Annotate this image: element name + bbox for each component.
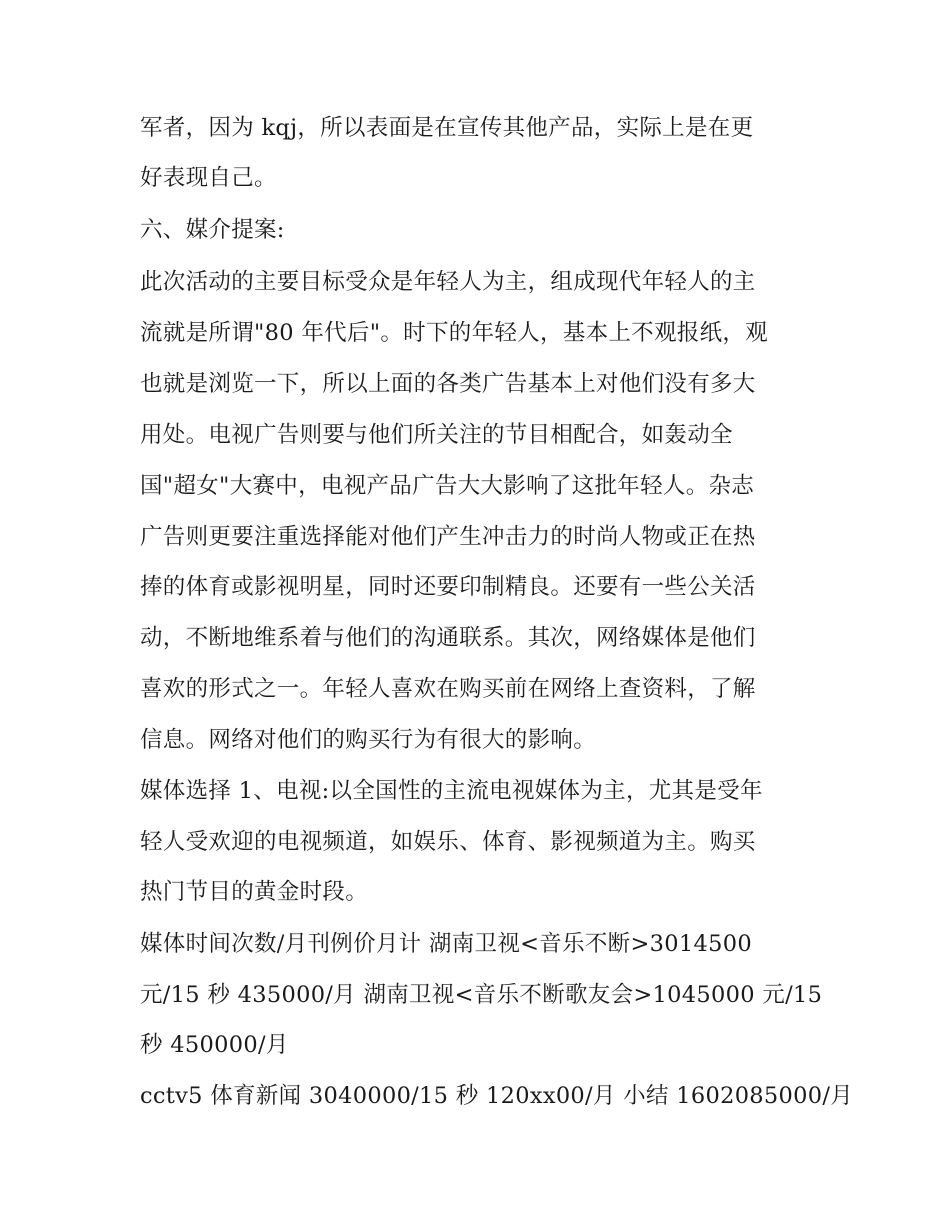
paragraph-line: 广告则更要注重选择能对他们产生冲击力的时尚人物或正在热 — [140, 524, 756, 550]
media-table-line: 秒 450000/月 — [140, 1032, 289, 1058]
paragraph-line: 流就是所谓"80 年代后"。时下的年轻人，基本上不观报纸，观 — [140, 320, 768, 346]
paragraph-line: 轻人受欢迎的电视频道，如娱乐、体育、影视频道为主。购买 — [140, 829, 756, 855]
paragraph-line: 用处。电视广告则要与他们所关注的节目相配合，如轰动全 — [140, 422, 733, 448]
paragraph-line: 此次活动的主要目标受众是年轻人为主，组成现代年轻人的主 — [140, 269, 756, 295]
section-heading: 六、媒介提案: — [140, 217, 285, 243]
paragraph-line: 好表现自己。 — [140, 165, 277, 191]
paragraph-line: 军者，因为 kqj，所以表面是在宣传其他产品，实际上是在更 — [140, 115, 754, 141]
paragraph-line: 也就是浏览一下，所以上面的各类广告基本上对他们没有多大 — [140, 371, 756, 397]
paragraph-line: 动，不断地维系着与他们的沟通联系。其次，网络媒体是他们 — [140, 625, 756, 651]
paragraph-line: 媒体选择 1、电视:以全国性的主流电视媒体为主，尤其是受年 — [140, 778, 763, 804]
media-table-line: 媒体时间次数/月刊例价月计 湖南卫视<音乐不断>3014500 — [140, 931, 752, 957]
paragraph-line: 热门节目的黄金时段。 — [140, 879, 369, 905]
paragraph-line: 信息。网络对他们的购买行为有很大的影响。 — [140, 727, 597, 753]
paragraph-line: 喜欢的形式之一。年轻人喜欢在购买前在网络上查资料，了解 — [140, 676, 756, 702]
paragraph-line: 国"超女"大赛中，电视产品广告大大影响了这批年轻人。杂志 — [140, 473, 755, 499]
paragraph-line: 捧的体育或影视明星，同时还要印制精良。还要有一些公关活 — [140, 574, 756, 600]
media-table-line: 元/15 秒 435000/月 湖南卫视<音乐不断歌友会>1045000 元/15 — [140, 982, 823, 1008]
media-table-line: cctv5 体育新闻 3040000/15 秒 120xx00/月 小结 1602085000/月 — [140, 1083, 854, 1109]
